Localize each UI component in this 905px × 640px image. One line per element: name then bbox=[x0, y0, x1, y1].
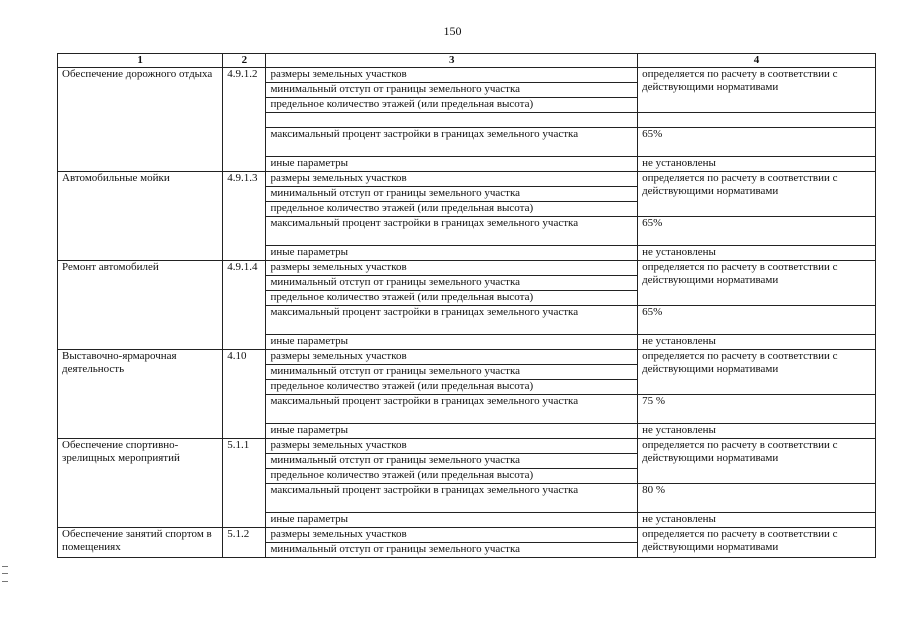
zoning-parameters-table bbox=[57, 53, 876, 558]
parameter-cell: максимальный процент застройки в границах земельного участка bbox=[266, 395, 638, 424]
parameter-cell: размеры земельных участков bbox=[266, 68, 638, 83]
value-cell: определяется по расчету в соответствии с действующими нормативами bbox=[638, 68, 876, 113]
use-type-name: Обеспечение дорожного отдыха bbox=[58, 68, 223, 172]
value-cell: не установлены bbox=[638, 513, 876, 528]
use-type-name: Обеспечение спортивно-зрелищных мероприятий bbox=[58, 439, 223, 528]
parameter-cell: минимальный отступ от границы земельного участка bbox=[266, 365, 638, 380]
value-cell: 65% bbox=[638, 128, 876, 157]
column-header-3: 3 bbox=[266, 54, 638, 68]
use-type-name: Автомобильные мойки bbox=[58, 172, 223, 261]
value-cell: 75 % bbox=[638, 395, 876, 424]
header-row bbox=[58, 54, 876, 68]
use-type-name: Обеспечение занятий спортом в помещениях bbox=[58, 528, 223, 558]
parameter-cell: иные параметры bbox=[266, 424, 638, 439]
value-cell: 65% bbox=[638, 217, 876, 246]
value-cell: определяется по расчету в соответствии с действующими нормативами bbox=[638, 528, 876, 558]
value-cell: 65% bbox=[638, 306, 876, 335]
column-header-2: 2 bbox=[223, 54, 266, 68]
column-header-1: 1 bbox=[58, 54, 223, 68]
value-cell: 80 % bbox=[638, 484, 876, 513]
value-cell: определяется по расчету в соответствии с действующими нормативами bbox=[638, 350, 876, 395]
value-cell: не установлены bbox=[638, 157, 876, 172]
parameter-cell: размеры земельных участков bbox=[266, 528, 638, 543]
value-cell: не установлены bbox=[638, 424, 876, 439]
parameter-cell: максимальный процент застройки в границах земельного участка bbox=[266, 217, 638, 246]
table-row bbox=[58, 172, 876, 187]
use-type-name: Ремонт автомобилей bbox=[58, 261, 223, 350]
parameter-cell: минимальный отступ от границы земельного участка bbox=[266, 187, 638, 202]
use-type-code: 5.1.2 bbox=[223, 528, 266, 558]
parameter-cell: предельное количество этажей (или предельная высота) bbox=[266, 291, 638, 306]
parameter-cell: размеры земельных участков bbox=[266, 439, 638, 454]
parameter-cell: предельное количество этажей (или предельная высота) bbox=[266, 469, 638, 484]
parameter-cell: максимальный процент застройки в границах земельного участка bbox=[266, 484, 638, 513]
parameter-cell: минимальный отступ от границы земельного участка bbox=[266, 276, 638, 291]
table-row bbox=[58, 68, 876, 83]
use-type-code: 4.10 bbox=[223, 350, 266, 439]
binding-margin-mark bbox=[2, 566, 8, 582]
parameter-cell: предельное количество этажей (или предельная высота) bbox=[266, 98, 638, 113]
parameter-cell: размеры земельных участков bbox=[266, 350, 638, 365]
empty-cell bbox=[266, 113, 638, 128]
parameter-cell: максимальный процент застройки в границах земельного участка bbox=[266, 306, 638, 335]
use-type-code: 4.9.1.4 bbox=[223, 261, 266, 350]
value-cell: определяется по расчету в соответствии с действующими нормативами bbox=[638, 261, 876, 306]
table-row bbox=[58, 528, 876, 543]
use-type-name: Выставочно-ярмарочная деятельность bbox=[58, 350, 223, 439]
column-header-4: 4 bbox=[638, 54, 876, 68]
value-cell: определяется по расчету в соответствии с действующими нормативами bbox=[638, 439, 876, 484]
use-type-code: 4.9.1.3 bbox=[223, 172, 266, 261]
parameter-cell: минимальный отступ от границы земельного участка bbox=[266, 543, 638, 558]
parameter-cell: иные параметры bbox=[266, 157, 638, 172]
value-cell: определяется по расчету в соответствии с действующими нормативами bbox=[638, 172, 876, 217]
value-cell: не установлены bbox=[638, 335, 876, 350]
table-row bbox=[58, 350, 876, 365]
parameter-cell: иные параметры bbox=[266, 335, 638, 350]
page-number: 150 bbox=[443, 24, 462, 38]
parameter-cell: размеры земельных участков bbox=[266, 261, 638, 276]
parameter-cell: минимальный отступ от границы земельного участка bbox=[266, 454, 638, 469]
parameter-cell: предельное количество этажей (или предельная высота) bbox=[266, 380, 638, 395]
use-type-code: 4.9.1.2 bbox=[223, 68, 266, 172]
parameter-cell: максимальный процент застройки в границах земельного участка bbox=[266, 128, 638, 157]
table-row bbox=[58, 439, 876, 454]
table-row bbox=[58, 261, 876, 276]
value-cell: не установлены bbox=[638, 246, 876, 261]
parameter-cell: иные параметры bbox=[266, 513, 638, 528]
parameter-cell: предельное количество этажей (или предельная высота) bbox=[266, 202, 638, 217]
empty-cell bbox=[638, 113, 876, 128]
parameter-cell: минимальный отступ от границы земельного участка bbox=[266, 83, 638, 98]
parameter-cell: иные параметры bbox=[266, 246, 638, 261]
use-type-code: 5.1.1 bbox=[223, 439, 266, 528]
parameter-cell: размеры земельных участков bbox=[266, 172, 638, 187]
